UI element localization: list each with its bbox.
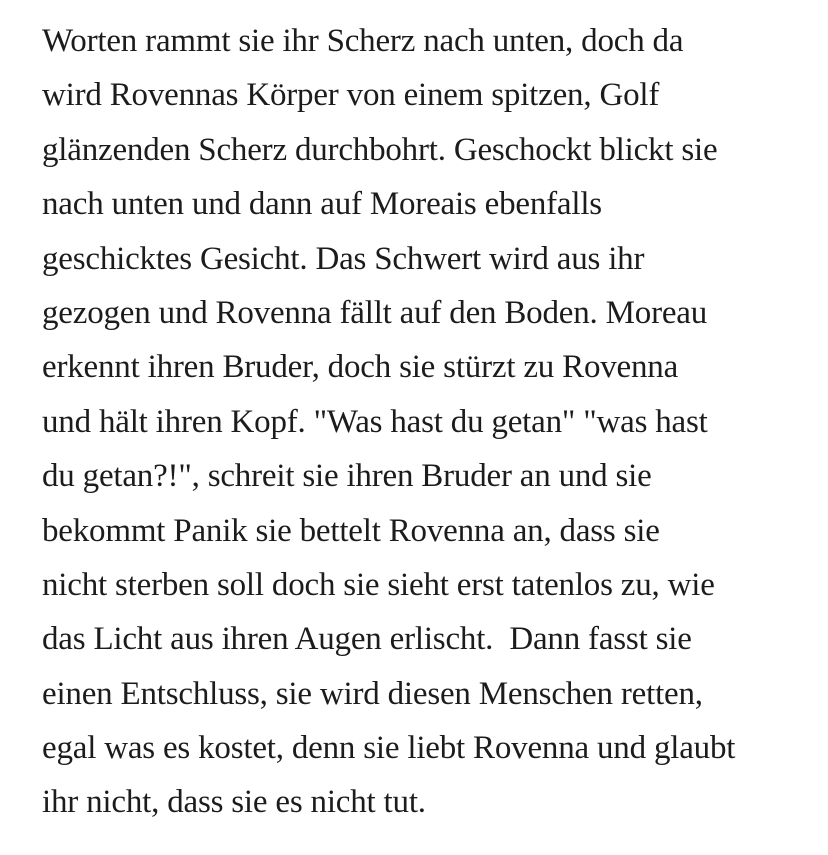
text-line: nach unten und dann auf Moreais ebenfalls xyxy=(42,186,602,223)
text-line: egal was es kostet, denn sie liebt Rovenna und glaubt xyxy=(42,730,736,767)
text-line: einen Entschluss, sie wird diesen Menschen retten, xyxy=(42,675,703,712)
text-line: das Licht aus ihren Augen erlischt. Dann fasst sie xyxy=(42,621,692,658)
text-line: nicht sterben soll doch sie sieht erst tatenlos zu, wie xyxy=(42,566,715,603)
story-paragraph xyxy=(42,14,802,830)
text-line: wird Rovennas Körper von einem spitzen, Golf xyxy=(42,77,660,114)
text-line: bekommt Panik sie bettelt Rovenna an, dass sie xyxy=(42,512,660,549)
text-line: erkennt ihren Bruder, doch sie stürzt zu Rovenna xyxy=(42,349,679,386)
text-line: Worten rammt sie ihr Scherz nach unten, doch da xyxy=(42,23,684,59)
text-line: du getan?!", schreit sie ihren Bruder an und sie xyxy=(42,458,652,495)
text-line: geschicktes Gesicht. Das Schwert wird aus ihr xyxy=(42,240,645,277)
text-line: und hält ihren Kopf. "Was hast du getan" "was hast xyxy=(42,403,708,440)
text-line: gezogen und Rovenna fällt auf den Boden. Moreau xyxy=(42,294,708,331)
text-line: ihr nicht, dass sie es nicht tut. xyxy=(42,784,426,821)
text-line: glänzenden Scherz durchbohrt. Geschockt blickt sie xyxy=(42,131,718,168)
